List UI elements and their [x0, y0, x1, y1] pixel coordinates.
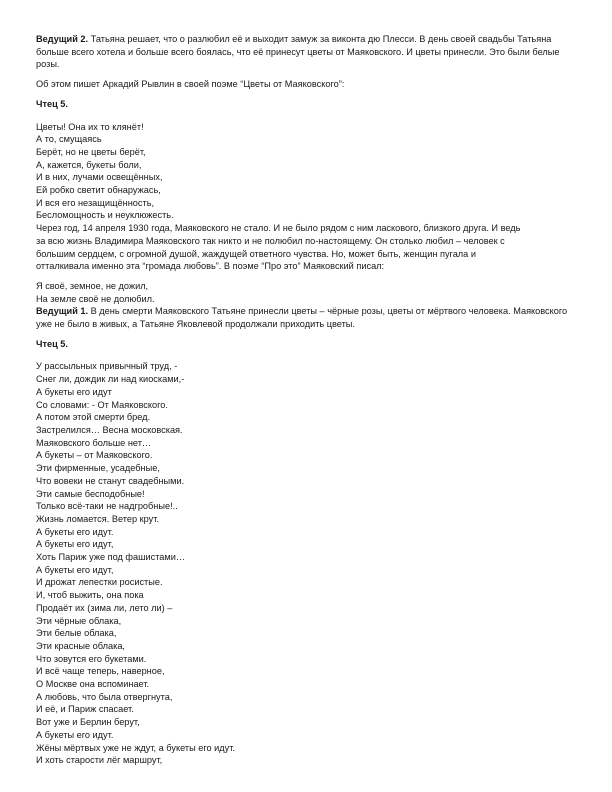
poem-line: И дрожат лепестки росистые. [36, 577, 163, 588]
poem-stanza-2 [36, 360, 581, 767]
poem-line: Вот уже и Берлин берут, [36, 717, 140, 728]
poem-line: Маяковского больше нет… [36, 437, 152, 448]
quote-line: На земле своё не долюбил. [36, 293, 155, 304]
poem-line: Эти чёрные облака, [36, 615, 122, 626]
speaker-label: Ведущий 2. [36, 34, 89, 44]
poem-line: Бесломощность и неуклюжесть. [36, 210, 174, 221]
poem-line: Эти красные облака, [36, 640, 125, 651]
poem-line: И хоть старости лёг маршрут, [36, 755, 163, 766]
poem-line: Эти фирменные, усадебные, [36, 463, 160, 474]
poem-line: Застрелился… Весна московская. [36, 424, 183, 435]
poem-line: И в них, лучами освещённых, [36, 172, 163, 183]
poem-line: И, чтоб выжить, она пока [36, 590, 144, 601]
poem-stanza-1 [36, 121, 581, 223]
poem-line: О Москве она вспоминает. [36, 679, 150, 690]
poem-line: Что зовутся его букетами. [36, 653, 147, 664]
narration-paragraph [36, 222, 581, 273]
poem-line: А букеты его идут [36, 386, 112, 397]
host1-text: В день смерти Маяковского Татьяне принесли цветы – чёрные розы, цветы от мёртвого человека. Маяковского уже не было в живых, а Татьяне Яковлевой продолжали приходить цветы. [36, 306, 568, 330]
host1-paragraph [36, 305, 581, 330]
reader-label: Чтец 5. [36, 98, 68, 109]
poem-line: Продаёт их (зима ли, лето ли) – [36, 602, 173, 613]
narration-line: большим сердцем, с огромной душой, жаждущей ответного чувства. Но, может быть, женщин пугала и [36, 248, 476, 259]
poem-line: А любовь, что была отвергнута, [36, 691, 173, 702]
poem-line: Хоть Париж уже под фашистами… [36, 552, 186, 563]
poem-line: А букеты его идут, [36, 564, 114, 575]
poem-line: А то, смущаясь [36, 134, 102, 145]
poem-line: А, кажется, букеты боли, [36, 159, 142, 170]
poem-line: У рассыльных привычный труд, - [36, 361, 178, 372]
document-page [36, 33, 581, 767]
poem-line: Снег ли, дождик ли над киосками,- [36, 374, 185, 385]
poem-line: А букеты – от Маяковского. [36, 450, 153, 461]
intro-paragraph [36, 33, 581, 71]
poem-line: И всё чаще теперь, наверное, [36, 666, 165, 677]
quote-line: Я своё, земное, не дожил, [36, 280, 149, 291]
poem-line: Эти самые бесподобные! [36, 488, 145, 499]
poem-line: А букеты его идут, [36, 539, 114, 550]
speaker-label: Ведущий 1. [36, 306, 89, 317]
about-poem-line: Об этом пишет Аркадий Рывлин в своей поэме “Цветы от Маяковского”: [36, 79, 345, 90]
poem-line: И её, и Париж спасает. [36, 704, 134, 715]
quote-block [36, 280, 581, 305]
reader-label: Чтец 5. [36, 338, 68, 349]
narration-line: за всю жизнь Владимира Маяковского так никто и не полюбил по-настоящему. Он столько любил – человек с [36, 235, 505, 246]
narration-line: Через год, 14 апреля 1930 года, Маяковского не стало. И не было рядом с ним ласкового, близкого друга. И ведь [36, 223, 521, 234]
poem-line: Жизнь ломается. Ветер крут. [36, 513, 159, 524]
poem-line: Эти белые облака, [36, 628, 117, 639]
poem-line: И вся его незащищённость, [36, 197, 155, 208]
poem-line: А потом этой смерти бред. [36, 412, 151, 423]
poem-line: А букеты его идут. [36, 729, 114, 740]
poem-line: А букеты его идут. [36, 526, 114, 537]
poem-line: Жёны мёртвых уже не ждут, а букеты его идут. [36, 742, 235, 753]
narration-line: отталкивала именно эта “громада любовь”. В поэме “Про это” Маяковский писал: [36, 261, 385, 272]
poem-line: Что вовеки не станут свадебными. [36, 475, 185, 486]
poem-line: Ей робко светит обнаружась, [36, 185, 161, 196]
intro-text: Татьяна решает, что о разлюбил её и выходит замуж за виконта дю Плесси. В день своей свадьбы Татьяна больше всего хотела и больше всего боялась, что её принесут цветы от Маяковского. И цветы принесли. Это были белые розы. [36, 34, 560, 70]
poem-line: Цветы! Она их то клянёт! [36, 121, 144, 132]
poem-line: Берёт, но не цветы берёт, [36, 146, 146, 157]
poem-line: Со словами: - От Маяковского. [36, 399, 168, 410]
poem-line: Только всё-таки не надгробные!.. [36, 501, 178, 512]
